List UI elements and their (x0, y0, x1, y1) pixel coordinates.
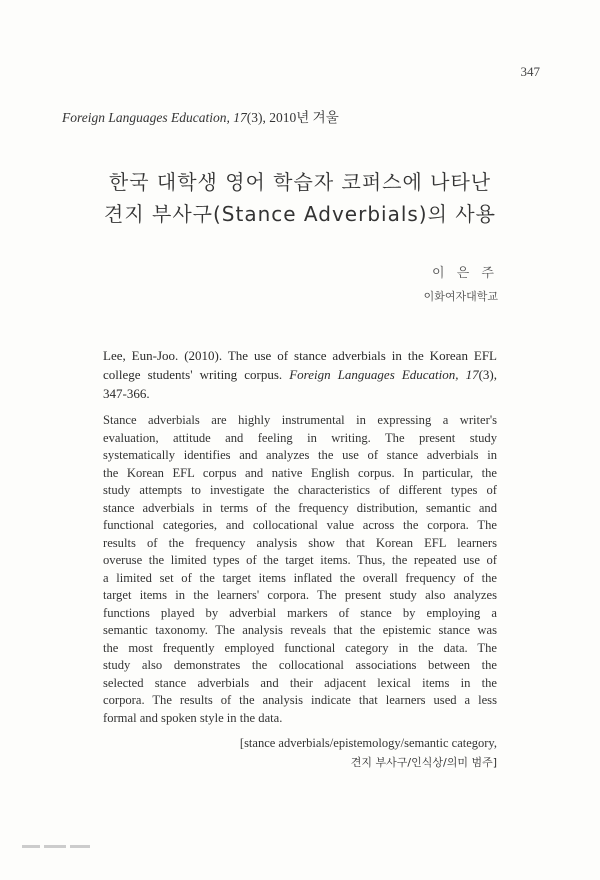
journal-volume: 17 (233, 110, 247, 125)
citation-volume: 17 (465, 367, 479, 382)
abstract-line: results of the frequency analysis show that Korean EFL learners (103, 535, 497, 550)
abstract-line: semantic taxonomy. The analysis reveals that the epistemic stance was (103, 623, 497, 637)
abstract-line: study also demonstrates the collocational associations between the (103, 658, 497, 672)
citation-text: Lee, Eun-Joo. (2010). The use of stance adverbials in the Korean EFL college students' writing corpus. (103, 348, 497, 382)
paper-title-line-2: 견지 부사구(Stance Adverbials)의 사용 (104, 202, 496, 226)
abstract-line: formal and spoken style in the data. (103, 710, 283, 725)
paper-title (60, 166, 540, 230)
scan-mark-segment (70, 845, 90, 848)
abstract-line: stance adverbials in terms of the frequency distribution, semantic and (103, 500, 497, 515)
abstract-line: target items in the learners' corpora. The present study also analyzes (103, 588, 497, 602)
abstract-line: a limited set of the target items inflated the overall frequency of the (103, 570, 497, 585)
abstract-line: functional categories, and collocational value across the corpora. The (103, 518, 497, 532)
abstract (103, 412, 497, 727)
journal-name: Foreign Languages Education, (62, 110, 230, 125)
keywords-english: [stance adverbials/epistemology/semantic category, (239, 736, 497, 750)
abstract-line: Stance adverbials are highly instrumental in expressing a writer's (103, 413, 497, 427)
abstract-line: the Korean EFL corpus and native English corpus. In particular, the (103, 465, 497, 480)
page-number: 347 (520, 64, 540, 79)
keywords (150, 734, 497, 772)
scan-mark-segment (22, 845, 40, 848)
author-affiliation: 이화여자대학교 (423, 290, 498, 303)
author-name: 이 은 주 (432, 266, 498, 281)
abstract-line: systematically identifies and analyzes the use of stance adverbials in (103, 448, 497, 462)
paper-title-line-1: 한국 대학생 영어 학습자 코퍼스에 나타난 (108, 170, 492, 194)
abstract-line: study attempts to investigate the characteristics of different types of (103, 483, 497, 497)
abstract-line: the most frequently employed functional category in the data. The (103, 640, 497, 655)
journal-issue: (3), 2010년 겨울 (246, 110, 339, 125)
journal-header (62, 106, 542, 126)
keywords-korean: 견지 부사구/인식상/의미 범주] (350, 756, 497, 769)
abstract-line: overuse the limited types of the target items. Thus, the repeated use of (103, 553, 497, 567)
scan-mark (22, 845, 92, 849)
abstract-line: functions played by adverbial markers of stance by employing a (103, 605, 497, 620)
scan-mark-segment (44, 845, 66, 848)
abstract-line: evaluation, attitude and feeling in writing. The present study (103, 430, 497, 445)
citation (103, 346, 497, 403)
citation-journal: Foreign Languages Education, (289, 367, 459, 382)
abstract-line: selected stance adverbials and their adjacent lexical items in the (103, 675, 497, 690)
citation-pages: (3), 347-366. (103, 367, 498, 401)
abstract-line: corpora. The results of the analysis indicate that learners used a less (103, 693, 497, 707)
